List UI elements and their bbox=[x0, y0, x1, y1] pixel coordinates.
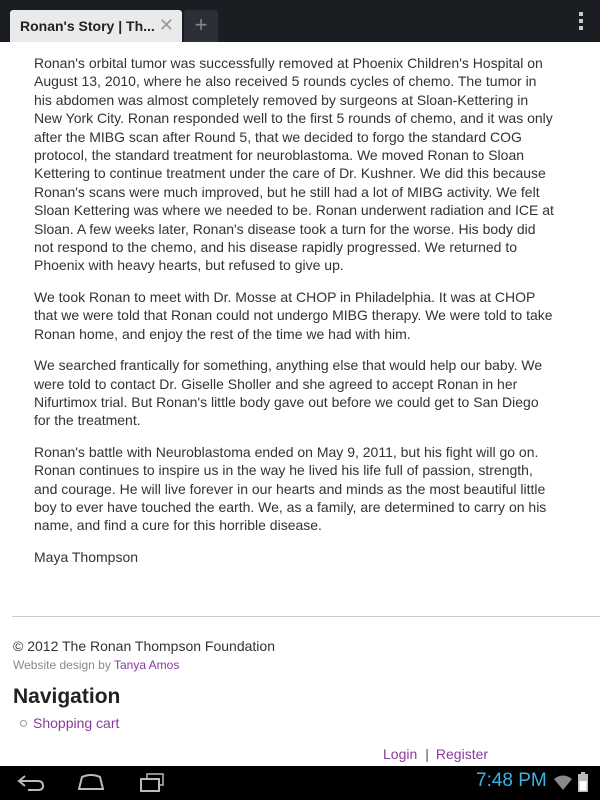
overflow-menu-icon[interactable] bbox=[578, 12, 584, 30]
navigation-heading: Navigation bbox=[13, 685, 121, 708]
close-tab-icon[interactable]: ✕ bbox=[158, 15, 174, 35]
story-paragraph-4: Ronan's battle with Neuroblastoma ended on May 9, 2011, but his fight will go on. Ronan continues to inspire us in the way he lived his life full of passion, strength, and courage. He will live forever in our hearts and minds as the most beautiful little boy to ever have touched the earth. We, as a family, are determined to carry on his name, and find a cure for this horrible disease. bbox=[34, 443, 547, 534]
home-icon[interactable] bbox=[76, 771, 106, 793]
story-article bbox=[34, 54, 558, 579]
navigation-list bbox=[20, 715, 119, 731]
story-signature: Maya Thompson bbox=[34, 548, 139, 565]
link-separator: | bbox=[425, 746, 429, 762]
browser-tab-strip bbox=[0, 0, 600, 42]
system-navigation-bar bbox=[0, 766, 600, 800]
battery-icon bbox=[578, 772, 588, 792]
recent-apps-icon[interactable] bbox=[138, 771, 166, 793]
back-icon[interactable] bbox=[16, 771, 46, 793]
story-paragraph-1: Ronan's orbital tumor was successfully removed at Phoenix Children's Hospital on August 13, 2010, where he also received 5 rounds cycles of chemo. The tumor in his abdomen was almost completely removed by surgeons at Sloan-Kettering in New York City. Ronan responded well to the first 5 rounds of chemo, and it was only after the MIBG scan after Round 5, that we decided to forgo the standard COG protocol, the standard treatment for neuroblastoma. We moved Ronan to Sloan Kettering to continue treatment under the care of Dr. Kushner. We did this because Ronan's scans were much improved, but he still had a lot of MIBG activity. We felt Sloan Kettering was where we needed to be. Ronan underwent radiation and ICE at Sloan. A few weeks later, Ronan's disease took a turn for the worse. His body did not respond to the chemo, and his disease rapidly progressed. We returned to Phoenix with heavy hearts, but refused to give up. bbox=[34, 55, 554, 274]
nav-item-label: Shopping cart bbox=[33, 715, 120, 731]
status-clock: 7:48 PM bbox=[476, 770, 547, 791]
tab-title: Ronan's Story | Th... bbox=[20, 18, 155, 34]
browser-tab[interactable] bbox=[10, 10, 182, 42]
user-links bbox=[383, 746, 488, 762]
footer-divider bbox=[12, 616, 600, 617]
login-link[interactable]: Login bbox=[383, 746, 418, 762]
credit-prefix: Website design by bbox=[13, 658, 111, 672]
page-content bbox=[0, 42, 600, 766]
copyright-text: © 2012 The Ronan Thompson Foundation bbox=[13, 638, 275, 654]
register-link[interactable]: Register bbox=[435, 746, 489, 762]
bullet-icon bbox=[20, 720, 27, 727]
wifi-icon bbox=[553, 775, 573, 791]
story-paragraph-3: We searched frantically for something, anything else that would help our baby. We were told to contact Dr. Giselle Sholler and she agreed to accept Ronan in her Nifurtimox trial. But Ronan's little body gave out before we could get to San Diego for the treatment. bbox=[34, 357, 543, 429]
story-paragraph-2: We took Ronan to meet with Dr. Mosse at CHOP in Philadelphia. It was at CHOP that we were told that Ronan could not undergo MIBG therapy. We were told to take Ronan home, and enjoy the rest of the time we had with him. bbox=[34, 288, 553, 342]
designer-link[interactable]: Tanya Amos bbox=[113, 658, 180, 672]
new-tab-button[interactable]: + bbox=[184, 10, 218, 42]
design-credit bbox=[13, 658, 179, 672]
nav-item-shopping-cart[interactable] bbox=[20, 715, 119, 731]
